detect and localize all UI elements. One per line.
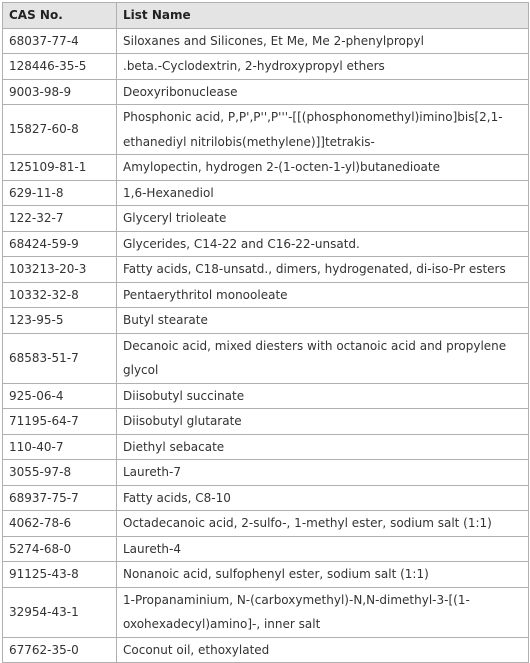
table-row — [3, 409, 529, 435]
table-row — [3, 434, 529, 460]
table-row — [3, 54, 529, 80]
cas-number-cell: 71195-64-7 — [3, 409, 117, 435]
list-name-cell: Amylopectin, hydrogen 2-(1-octen-1-yl)butanedioate — [117, 155, 529, 181]
list-name-cell: Coconut oil, ethoxylated — [117, 637, 529, 663]
table-row — [3, 155, 529, 181]
table-row — [3, 562, 529, 588]
table-header — [3, 3, 529, 29]
list-name-cell: Nonanoic acid, sulfophenyl ester, sodium salt (1:1) — [117, 562, 529, 588]
table-row — [3, 282, 529, 308]
list-name-cell: .beta.-Cyclodextrin, 2-hydroxypropyl ethers — [117, 54, 529, 80]
table-row — [3, 231, 529, 257]
cas-number-cell: 10332-32-8 — [3, 282, 117, 308]
cas-number-cell: 123-95-5 — [3, 308, 117, 334]
table-row — [3, 460, 529, 486]
cas-number-cell: 128446-35-5 — [3, 54, 117, 80]
table-row — [3, 637, 529, 663]
cas-number-cell: 3055-97-8 — [3, 460, 117, 486]
list-name-cell: Glycerides, C14-22 and C16-22-unsatd. — [117, 231, 529, 257]
list-name-cell: Laureth-4 — [117, 536, 529, 562]
list-name-cell: Decanoic acid, mixed diesters with octanoic acid and propylene glycol — [117, 333, 529, 383]
table-row — [3, 180, 529, 206]
cas-number-cell: 5274-68-0 — [3, 536, 117, 562]
list-name-cell: Laureth-7 — [117, 460, 529, 486]
table-row — [3, 333, 529, 383]
list-name-cell: Fatty acids, C8-10 — [117, 485, 529, 511]
table-row — [3, 105, 529, 155]
cas-list-table — [2, 2, 529, 663]
cas-number-cell: 15827-60-8 — [3, 105, 117, 155]
cas-number-cell: 125109-81-1 — [3, 155, 117, 181]
table-row — [3, 257, 529, 283]
list-name-cell: Diethyl sebacate — [117, 434, 529, 460]
header-list-name: List Name — [117, 3, 529, 29]
table-row — [3, 308, 529, 334]
table-row — [3, 206, 529, 232]
cas-number-cell: 629-11-8 — [3, 180, 117, 206]
list-name-cell: 1-Propanaminium, N-(carboxymethyl)-N,N-dimethyl-3-[(1-oxohexadecyl)amino]-, inner salt — [117, 587, 529, 637]
table-body — [3, 28, 529, 663]
list-name-cell: Fatty acids, C18-unsatd., dimers, hydrogenated, di-iso-Pr esters — [117, 257, 529, 283]
table-row — [3, 383, 529, 409]
list-name-cell: Glyceryl trioleate — [117, 206, 529, 232]
cas-number-cell: 68937-75-7 — [3, 485, 117, 511]
cas-number-cell: 122-32-7 — [3, 206, 117, 232]
list-name-cell: Phosphonic acid, P,P',P'',P'''-[[(phosphonomethyl)imino]bis[2,1-ethanediyl nitrilobis(methylene)]]tetrakis- — [117, 105, 529, 155]
cas-number-cell: 103213-20-3 — [3, 257, 117, 283]
list-name-cell: Siloxanes and Silicones, Et Me, Me 2-phenylpropyl — [117, 28, 529, 54]
table-row — [3, 587, 529, 637]
cas-number-cell: 9003-98-9 — [3, 79, 117, 105]
header-cas-no: CAS No. — [3, 3, 117, 29]
cas-number-cell: 68037-77-4 — [3, 28, 117, 54]
table-row — [3, 79, 529, 105]
cas-number-cell: 67762-35-0 — [3, 637, 117, 663]
cas-list-container — [2, 2, 528, 663]
cas-number-cell: 68583-51-7 — [3, 333, 117, 383]
table-row — [3, 536, 529, 562]
list-name-cell: 1,6-Hexanediol — [117, 180, 529, 206]
cas-number-cell: 110-40-7 — [3, 434, 117, 460]
cas-number-cell: 32954-43-1 — [3, 587, 117, 637]
cas-number-cell: 4062-78-6 — [3, 511, 117, 537]
header-row — [3, 3, 529, 29]
list-name-cell: Deoxyribonuclease — [117, 79, 529, 105]
list-name-cell: Diisobutyl glutarate — [117, 409, 529, 435]
cas-number-cell: 91125-43-8 — [3, 562, 117, 588]
list-name-cell: Pentaerythritol monooleate — [117, 282, 529, 308]
list-name-cell: Diisobutyl succinate — [117, 383, 529, 409]
table-row — [3, 511, 529, 537]
cas-number-cell: 925-06-4 — [3, 383, 117, 409]
table-row — [3, 485, 529, 511]
list-name-cell: Butyl stearate — [117, 308, 529, 334]
table-row — [3, 28, 529, 54]
cas-number-cell: 68424-59-9 — [3, 231, 117, 257]
list-name-cell: Octadecanoic acid, 2-sulfo-, 1-methyl ester, sodium salt (1:1) — [117, 511, 529, 537]
